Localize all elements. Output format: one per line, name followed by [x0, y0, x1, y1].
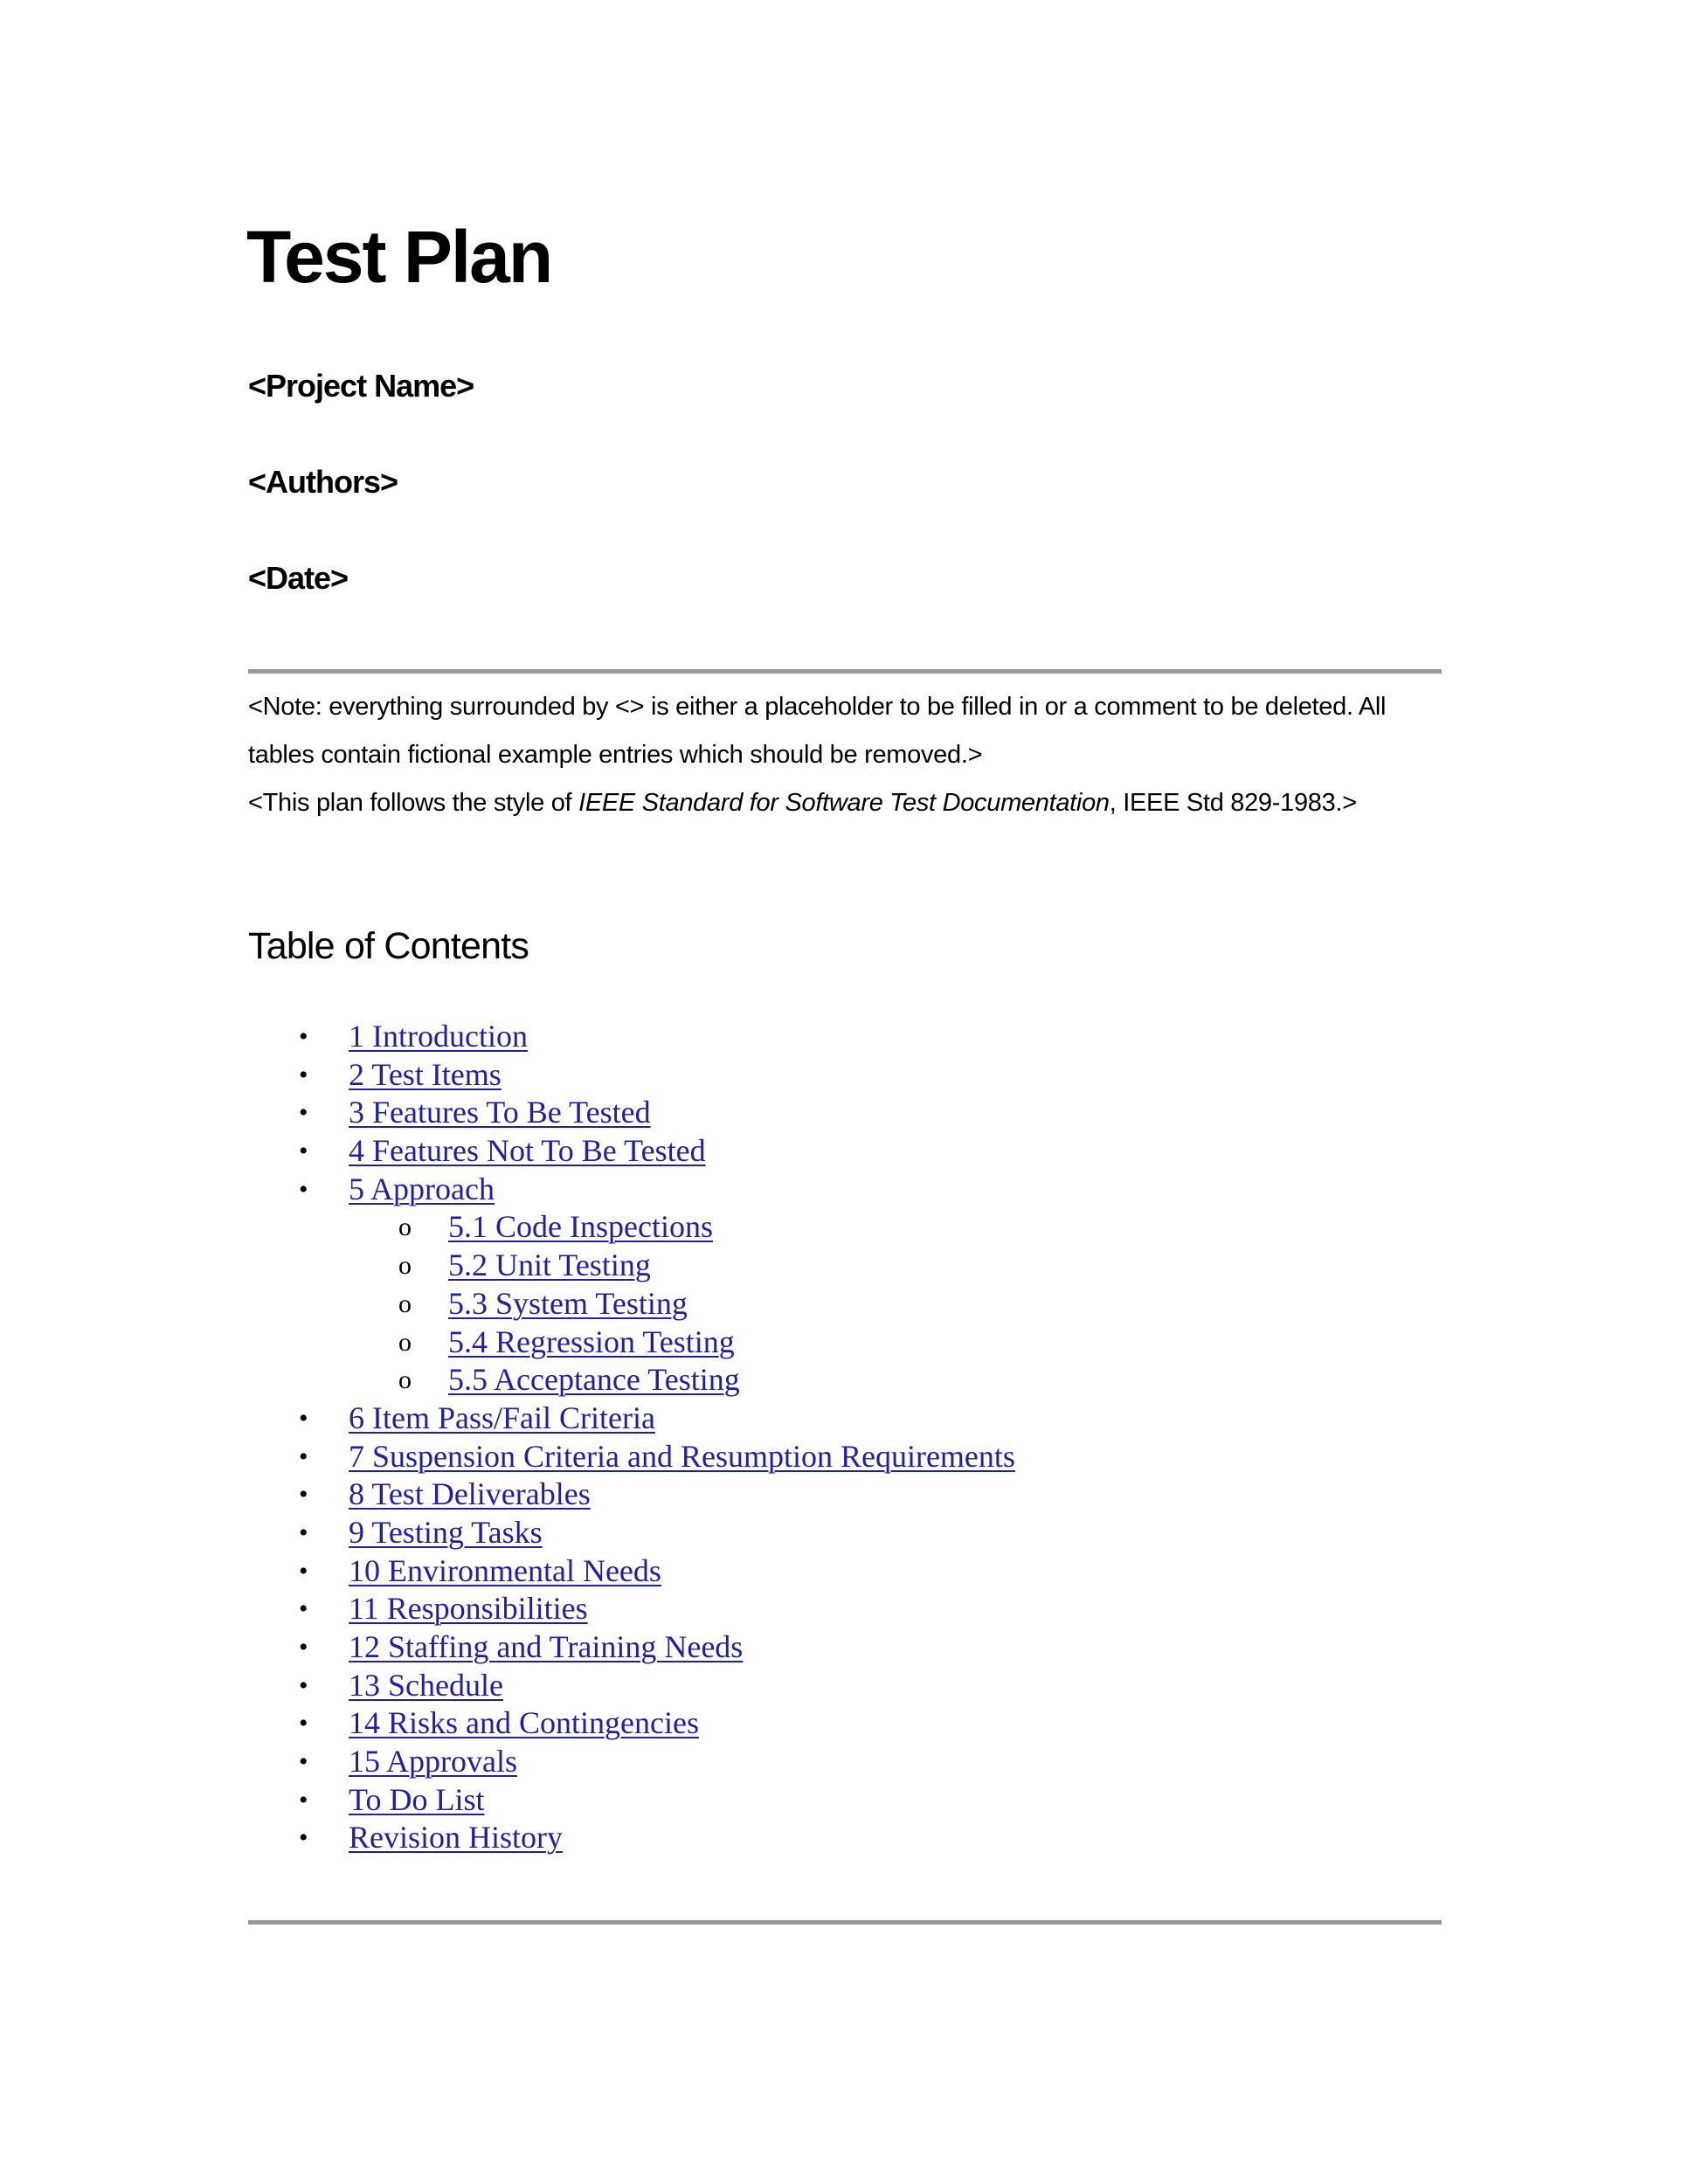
- toc-link[interactable]: 4 Features Not To Be Tested: [349, 1133, 706, 1169]
- bullet-icon: •: [299, 1556, 308, 1586]
- standard-title: IEEE Standard for Software Test Documentation: [578, 789, 1110, 817]
- toc-link[interactable]: 5.2 Unit Testing: [448, 1248, 651, 1283]
- bullet-icon: •: [299, 1594, 308, 1624]
- style-suffix: , IEEE Std 829-1983.>: [1109, 789, 1357, 817]
- bullet-icon: •: [299, 1174, 308, 1204]
- toc-link[interactable]: 5.4 Regression Testing: [448, 1324, 735, 1359]
- hollow-bullet-icon: o: [398, 1327, 412, 1357]
- bullet-icon: •: [299, 1785, 308, 1814]
- toc-link[interactable]: 12 Staffing and Training Needs: [349, 1629, 744, 1664]
- toc-link[interactable]: To Do List: [349, 1781, 485, 1817]
- toc-link[interactable]: 11 Responsibilities: [349, 1591, 588, 1627]
- hollow-bullet-icon: o: [398, 1365, 412, 1395]
- toc-link[interactable]: 3 Features To Be Tested: [349, 1095, 651, 1130]
- project-name: <Project Name>: [248, 368, 474, 404]
- bullet-icon: •: [299, 1022, 308, 1051]
- toc-link[interactable]: 15 Approvals: [349, 1744, 517, 1780]
- toc-heading: Table of Contents: [248, 925, 529, 967]
- bullet-icon: •: [299, 1517, 308, 1547]
- hollow-bullet-icon: o: [398, 1251, 412, 1281]
- toc-link[interactable]: 10 Environmental Needs: [349, 1552, 661, 1588]
- toc-link[interactable]: 1 Introduction: [349, 1019, 528, 1054]
- date: <Date>: [248, 560, 349, 596]
- bullet-icon: •: [299, 1480, 308, 1510]
- bottom-divider: [248, 1920, 1442, 1925]
- toc-link[interactable]: 5.1 Code Inspections: [448, 1209, 713, 1245]
- toc-link[interactable]: 7 Suspension Criteria and Resumption Requirements: [349, 1438, 1015, 1474]
- top-divider: [248, 669, 1442, 674]
- toc-link[interactable]: 13 Schedule: [349, 1667, 503, 1703]
- bullet-icon: •: [299, 1098, 308, 1128]
- toc-link[interactable]: 5 Approach: [349, 1171, 495, 1206]
- bullet-icon: •: [299, 1633, 308, 1662]
- toc-link[interactable]: 5.5 Acceptance Testing: [448, 1362, 740, 1398]
- authors: <Authors>: [248, 464, 398, 500]
- toc-link[interactable]: 2 Test Items: [349, 1056, 502, 1092]
- toc-link[interactable]: 14 Risks and Contingencies: [349, 1705, 699, 1741]
- toc-link[interactable]: 5.3 System Testing: [448, 1285, 688, 1321]
- note-block: [248, 683, 1454, 827]
- bullet-icon: •: [299, 1709, 308, 1738]
- bullet-icon: •: [299, 1441, 308, 1471]
- hollow-bullet-icon: o: [398, 1213, 412, 1242]
- style-prefix: <This plan follows the style of: [248, 789, 579, 817]
- bullet-icon: •: [299, 1670, 308, 1700]
- toc-link[interactable]: 6 Item Pass/Fail Criteria: [349, 1400, 655, 1435]
- bullet-icon: •: [299, 1403, 308, 1433]
- bullet-icon: •: [299, 1747, 308, 1777]
- toc-link[interactable]: 9 Testing Tasks: [349, 1514, 543, 1550]
- placeholder-note: <Note: everything surrounded by <> is either a placeholder to be filled in or a comment to be deleted. All tables contain fictional example entries which should be removed.>: [248, 693, 1387, 769]
- bullet-icon: •: [299, 1137, 308, 1166]
- page-title: Test Plan: [246, 216, 552, 298]
- bullet-icon: •: [299, 1060, 308, 1089]
- toc-link[interactable]: 8 Test Deliverables: [349, 1476, 591, 1512]
- style-note: [248, 779, 1454, 827]
- toc-link[interactable]: Revision History: [349, 1820, 564, 1856]
- hollow-bullet-icon: o: [398, 1289, 412, 1318]
- bullet-icon: •: [299, 1823, 308, 1853]
